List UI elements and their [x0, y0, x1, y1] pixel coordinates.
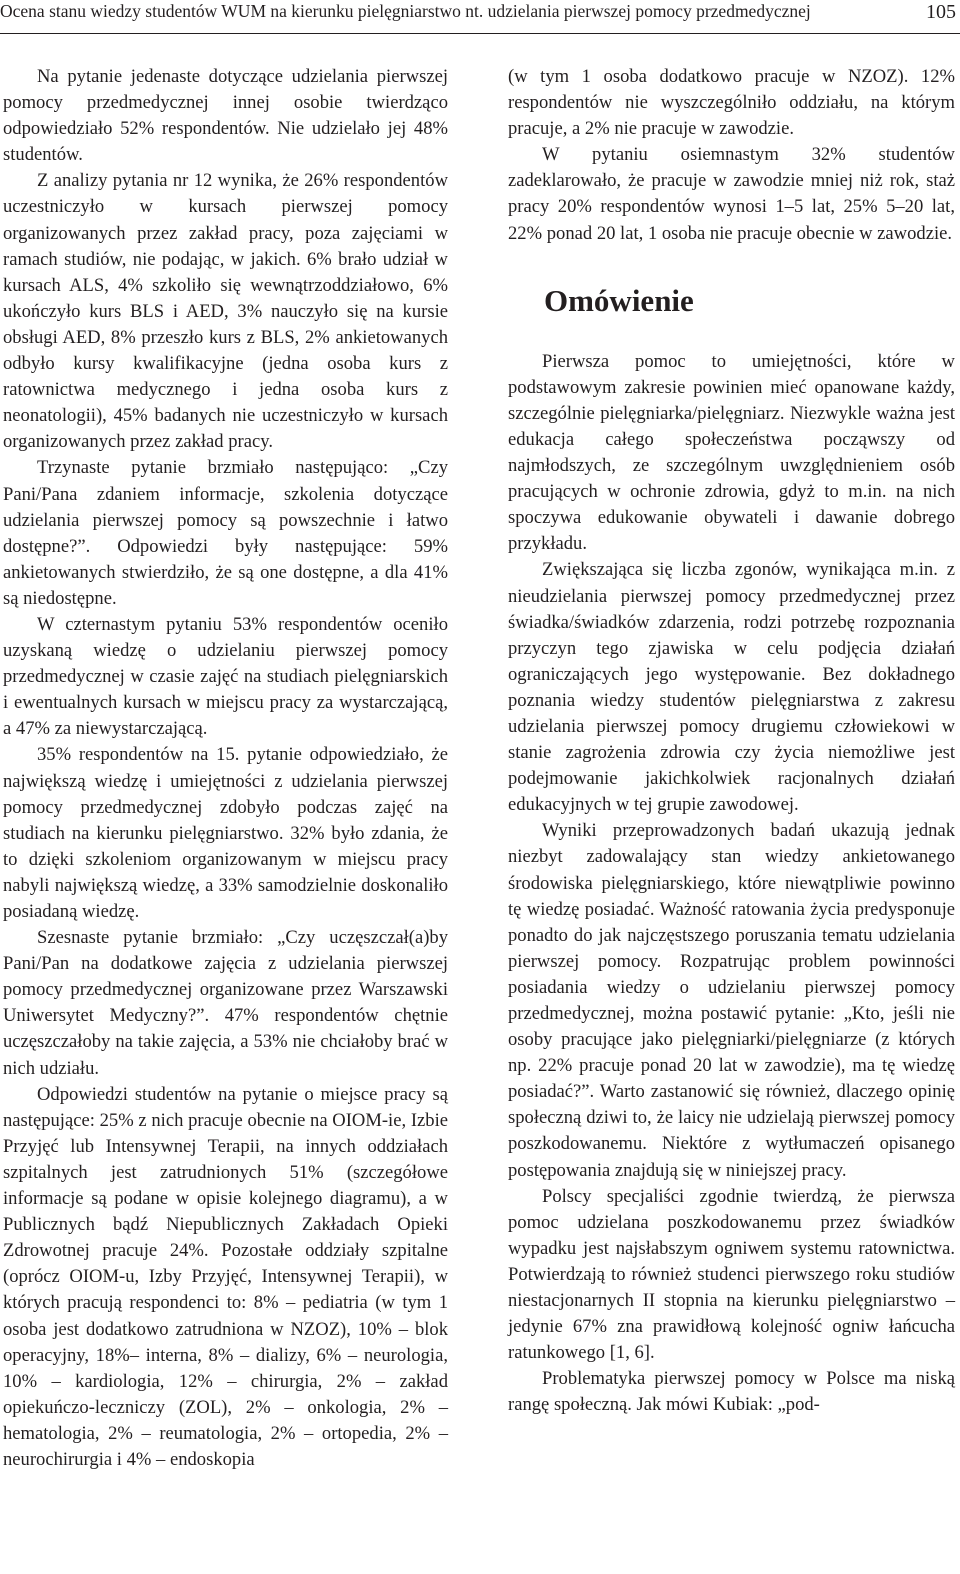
right-column	[508, 64, 955, 1419]
paragraph-q13: Trzynaste pytanie brzmiało następująco: „Czy Pani/Pana zdaniem informacje, szkolenia dotyczące udzielania pierwszej pomocy są powszechnie i łatwo dostępne?”. Odpowiedzi były następujące: 59% ankietowanych stwierdziło, że są one dostępne, a dla 41% są niedostępne.	[3, 457, 448, 609]
paragraph-q16: Szesnaste pytanie brzmiało: „Czy uczęszczał(a)by Pani/Pan na dodatkowe zajęcia z udzielania pierwszej pomocy przedmedycznej organizowane przez Warszawski Uniwersytet Medyczny?”. 47% respondentów chętnie uczęszczałoby na takie zajęcia, a 53% nie chciałoby brać w nich udziału.	[3, 927, 448, 1079]
paragraph-q15: 35% respondentów na 15. pytanie odpowiedziało, że największą wiedzę i umiejętności z udzielania pierwszej pomocy przedmedycznej zdobyło podczas zajęć na studiach na kierunku pielęgniarstwo. 32% było zdania, że to dzięki szkoleniom organizowanym w miejscu pracy nabyli największą wiedzę, a 33% samodzielnie doskonaliło posiadaną wiedzę.	[3, 744, 448, 922]
paragraph-q12: Z analizy pytania nr 12 wynika, że 26% respondentów uczestniczyło w kursach pierwszej pomocy organizowanych przez zakład pracy, poza zajęciami w ramach studiów, nie podając, w jakich. 6% brało udział w kursach ALS, 4% szkoliło się wewnątrzoddziałowo, 6% ukończyło kurs BLS i AED, 3% nauczyło się na kursie obsługi AED, 8% przeszło kurs z BLS, 2% ankietowanych odbyło kursy kwalifikacyjne (jedna osoba kurs z ratownictwa medycznego i jedna osoba kurs z neonatologii), 45% badanych nie uczestniczyło w kursach organizowanych przez zakład pracy.	[3, 170, 448, 453]
paragraph-continuation: (w tym 1 osoba dodatkowo pracuje w NZOZ). 12% respondentów nie wyszczególniło oddziału, na którym pracuje, a 2% nie pracuje w zawodzie.	[508, 66, 955, 140]
running-header	[0, 0, 960, 34]
discussion-paragraph: Pierwsza pomoc to umiejętności, które w podstawowym zakresie powinien mieć opanowane każdy, szczególnie pielęgniarka/pielęgniarz. Niezwykle ważna jest edukacja całego społeczeństwa począwszy od najmłodszych, ze szczególnym uwzględnieniem osób pracujących w ochronie zdrowia, gdyż to m.in. na nich spoczywa edukowanie obywateli i dawanie dobrego przykładu.	[508, 350, 955, 555]
paragraph-q14: W czternastym pytaniu 53% respondentów oceniło uzyskaną wiedzę o udzielaniu pierwszej pomocy przedmedycznej w czasie zajęć na studiach pielęgniarskich i ewentualnych kursach w miejscu pracy za wystarczającą, a 47% za niewystarczającą.	[3, 613, 448, 740]
running-header-title: Ocena stanu wiedzy studentów WUM na kierunku pielęgniarstwo nt. udzielania pierwszej pomocy przedmedycznej	[0, 1, 811, 21]
left-column	[3, 64, 448, 1473]
discussion-paragraph: Problematyka pierwszej pomocy w Polsce ma niską rangę społeczną. Jak mówi Kubiak: „pod-	[508, 1368, 955, 1416]
page-number: 105	[926, 1, 956, 23]
paragraph-q11: Na pytanie jedenaste dotyczące udzielania pierwszej pomocy przedmedycznej innej osobie twierdząco odpowiedziało 52% respondentów. Nie udzielało jej 48% studentów.	[3, 66, 448, 166]
paragraph-workplace: Odpowiedzi studentów na pytanie o miejsce pracy są następujące: 25% z nich pracuje obecnie na OIOM-ie, Izbie Przyjęć lub Intensywnej Terapii, na innych oddziałach szpitalnych jest zatrudnionych 51% (szczegółowe informacje są podane w opisie kolejnego diagramu), a w Publicznych bądź Niepublicznych Zakładach Opieki Zdrowotnej pracuje 24%. Pozostałe oddziały szpitalne (oprócz OIOM-u, Izby Przyjęć, Intensywnej Terapii), w których pracują respondenci to: 8% – pediatria (w tym 1 osoba jest dodatkowo zatrudniona w NZOZ), 10% – blok operacyjny, 18%– interna, 8% – dializy, 6% – neurologia, 10% – kardiologia, 12% – chirurgia, 2% – zakład opiekuńczo-leczniczy (ZOL), 2% – onkologia, 2% – hematologia, 2% – reumatologia, 2% – ortopedia, 2% – neurochirurgia i 4% – endoskopia	[3, 1083, 448, 1470]
section-heading: Omówienie	[544, 282, 694, 318]
discussion-paragraph: Wyniki przeprowadzonych badań ukazują jednak niezbyt zadowalający stan wiedzy ankietowanego środowiska pielęgniarskiego, które niewątpliwie powinno tę wiedzę posiadać. Ważność ratowania życia predysponuje ponadto do jak najczęstszego poruszania tematu udzielania pierwszej pomocy. Rozpatrując problem powinności posiadania wiedzy o udzielaniu pierwszej pomocy przedmedycznej, można postawić pytanie: „Kto, jeśli nie osoby pracujące jako pielęgniarki/pielęgniarze (z których np. 22% pracuje ponad 20 lat w zawodzie), ma tę wiedzę posiadać?”. Warto zastanowić się również, dlaczego opinię społeczną dziwi to, że laicy nie udzielają pierwszej pomocy poszkodowanemu. Niektóre z wytłumaczeń opisanego postępowania znajdują się w niniejszej pracy.	[508, 820, 955, 1181]
discussion-paragraph: Polscy specjaliści zgodnie twierdzą, że pierwsza pomoc udzielana poszkodowanemu przez świadków wypadku jest najsłabszym ogniwem systemu ratownictwa. Potwierdzają to również studenci pierwszego roku studiów niestacjonarnych II stopnia na kierunku pielęgniarstwo – jedynie 67% zna prawidłową kolejność ogniw łańcucha ratunkowego [1, 6].	[508, 1185, 955, 1364]
paragraph-q18: W pytaniu osiemnastym 32% studentów zadeklarowało, że pracuje w zawodzie mniej niż rok, staż pracy 20% respondentów wynosi 1–5 lat, 25% 5–20 lat, 22% ponad 20 lat, 1 osoba nie pracuje obecnie w zawodzie.	[508, 144, 955, 244]
discussion-paragraph: Zwiększająca się liczba zgonów, wynikająca m.in. z nieudzielania pierwszej pomocy przedmedycznej przez świadka/świadków zdarzenia, rodzi potrzebę rozpoznania przyczyn tego zjawiska w celu podjęcia działań ograniczających jego występowanie. Bez dokładnego poznania wiedzy studentów pielęgniarstwa z zakresu udzielania pierwszej pomocy drugiemu człowiekowi w stanie zagrożenia zdrowia czy życia niemożliwe jest podejmowanie jakichkolwiek racjonalnych działań edukacyjnych w tej grupie zawodowej.	[508, 559, 955, 816]
